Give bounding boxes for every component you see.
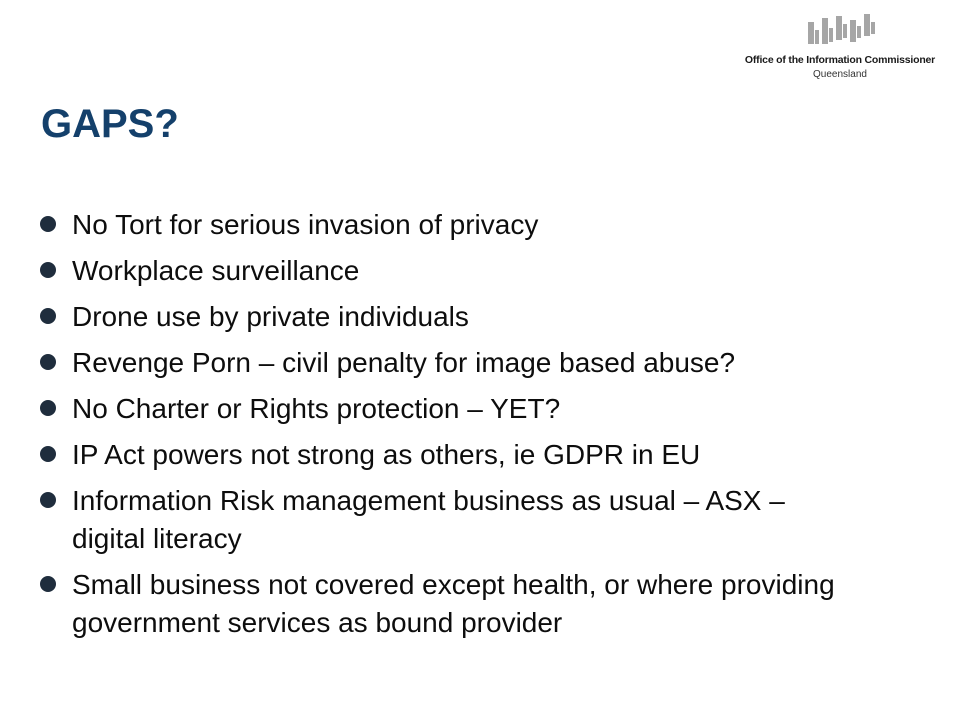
bullet-text: No Tort for serious invasion of privacy	[72, 209, 539, 240]
bullet-text: Workplace surveillance	[72, 255, 360, 286]
bullet-item	[40, 566, 840, 642]
bullet-item	[40, 482, 840, 558]
oic-logo	[742, 8, 938, 84]
bullet-dot-icon	[40, 216, 56, 232]
bullet-list	[40, 206, 840, 650]
bullet-dot-icon	[40, 262, 56, 278]
bullet-dot-icon	[40, 446, 56, 462]
slide-title: GAPS?	[41, 102, 179, 146]
oic-logo-mark-icon	[802, 12, 882, 52]
bullet-item	[40, 206, 840, 244]
bullet-item	[40, 252, 840, 290]
bullet-dot-icon	[40, 576, 56, 592]
bullet-text: Small business not covered except health, or where providing government services as bound provider	[72, 569, 835, 638]
logo-organisation-name: Office of the Information Commissioner	[744, 54, 936, 66]
bullet-item	[40, 390, 840, 428]
bullet-text: IP Act powers not strong as others, ie GDPR in EU	[72, 439, 701, 470]
bullet-item	[40, 436, 840, 474]
bullet-text: No Charter or Rights protection – YET?	[72, 393, 561, 424]
bullet-dot-icon	[40, 492, 56, 508]
bullet-dot-icon	[40, 354, 56, 370]
bullet-item	[40, 344, 840, 382]
bullet-item	[40, 298, 840, 336]
bullet-dot-icon	[40, 400, 56, 416]
bullet-text: Drone use by private individuals	[72, 301, 469, 332]
bullet-text: Revenge Porn – civil penalty for image based abuse?	[72, 347, 736, 378]
logo-state-name: Queensland	[813, 69, 867, 80]
bullet-text: Information Risk management business as usual – ASX – digital literacy	[72, 485, 785, 554]
bullet-dot-icon	[40, 308, 56, 324]
